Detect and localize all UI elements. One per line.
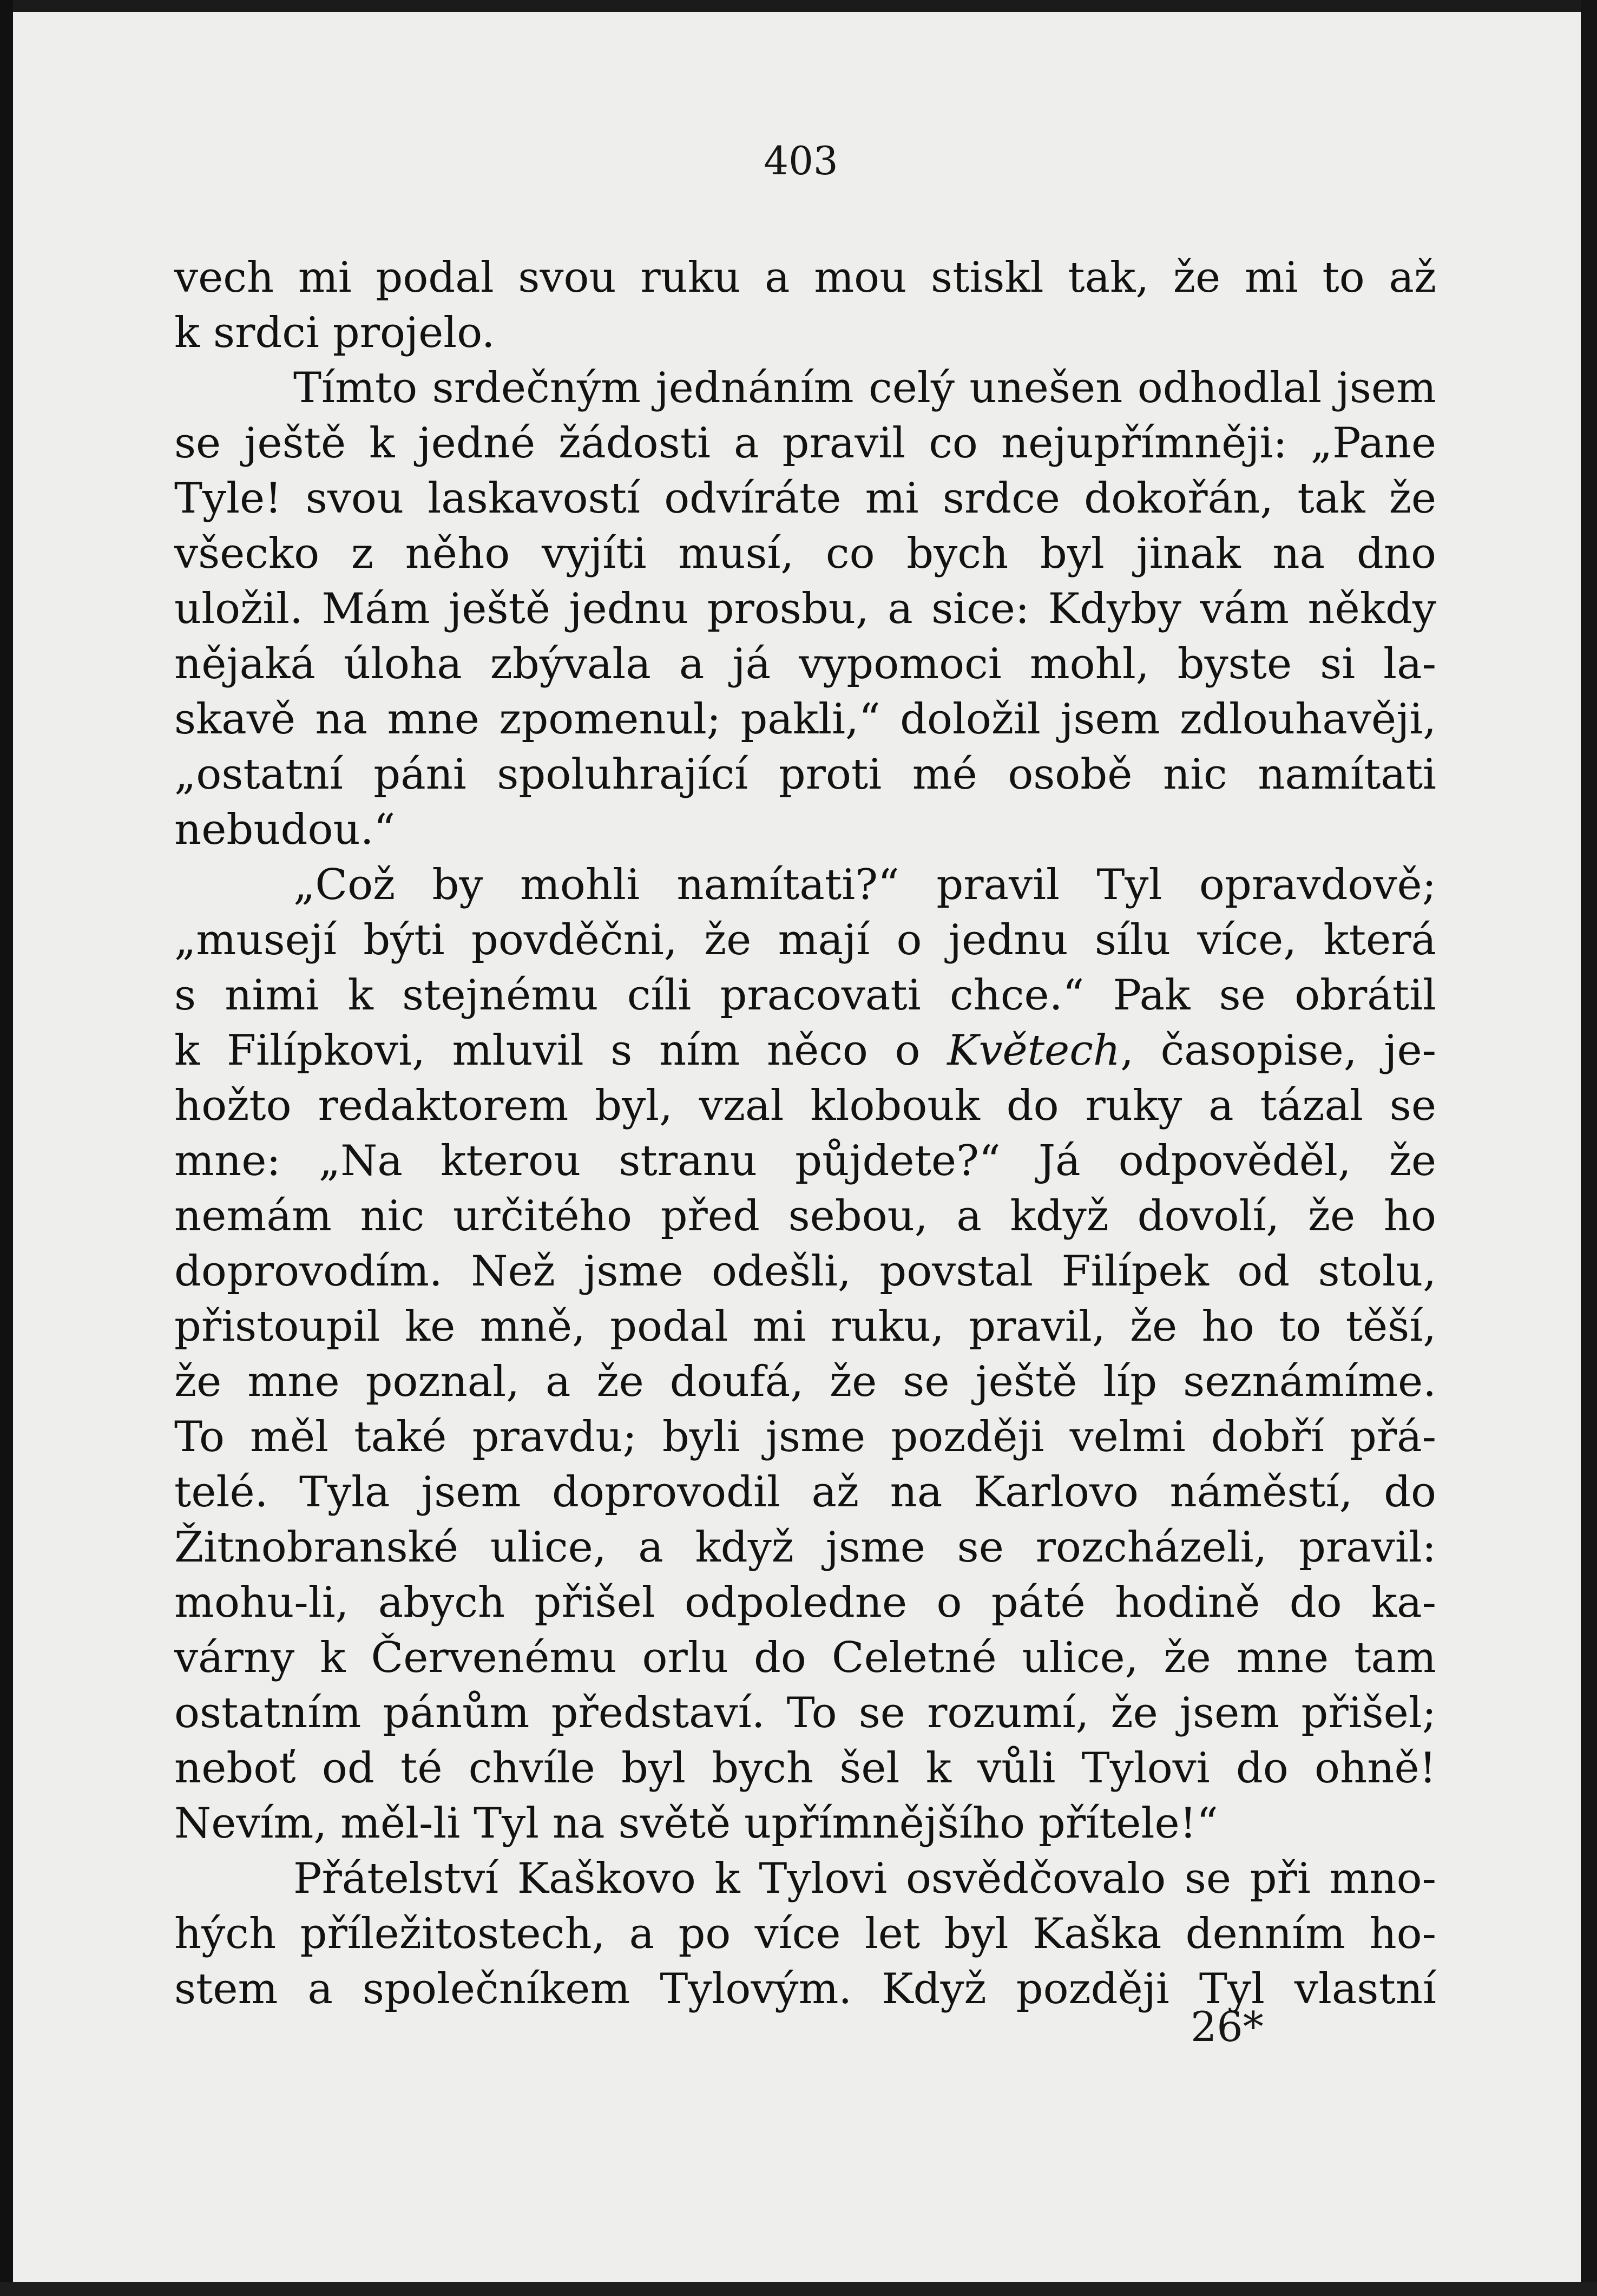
scan-border-top [0,0,1597,12]
text-line: Tímto srdečným jednáním celý unešen odhodlal jsem [293,364,1436,412]
text-line: Žitnobranské ulice, a když jsme se rozcházeli, pravil: [174,1523,1436,1572]
text-line: stem a společníkem Tylovým. Když později Tyl vlastní [174,1965,1436,2013]
text-line: doprovodím. Než jsme odešli, povstal Filípek od stolu, [174,1247,1436,1296]
text-fragment: , časopise, je- [1120,1026,1437,1075]
body-text [174,250,1436,2017]
text-line: „Což by mohli namítati?“ pravil Tyl opravdově; [293,861,1436,909]
page-number: 403 [764,138,838,183]
text-line: „musejí býti povděčni, že mají o jednu sílu více, která [174,916,1436,965]
text-line: s nimi k stejnému cíli pracovati chce.“ Pak se obrátil [174,971,1436,1020]
text-line: mne: „Na kterou stranu půjdete?“ Já odpověděl, že [174,1137,1436,1185]
text-line: že mne poznal, a že doufá, že se ještě líp seznámíme. [174,1357,1436,1406]
text-line: nemám nic určitého před sebou, a když dovolí, že ho [174,1192,1436,1241]
text-line-mixed [174,1023,1436,1078]
text-line: skavě na mne zpomenul; pakli,“ doložil jsem zdlouhavěji, [174,695,1436,744]
text-line: neboť od té chvíle byl bych šel k vůli Tylovi do ohně! [174,1744,1436,1793]
text-line: hých příležitostech, a po více let byl Kaška denním ho- [174,1910,1436,1958]
text-line: k srdci projelo. [174,309,495,357]
scan-border-left [0,0,13,2296]
text-line: nějaká úloha zbývala a já vypomoci mohl, byste si la- [174,640,1436,688]
text-line: Přátelství Kaškovo k Tylovi osvědčovalo se při mno- [293,1854,1436,1903]
text-line: se ještě k jedné žádosti a pravil co nejupřímněji: „Pane [174,419,1436,468]
text-line: telé. Tyla jsem doprovodil až na Karlovo náměstí, do [174,1468,1436,1517]
text-line: Tyle! svou laskavostí odvíráte mi srdce dokořán, tak že [174,474,1436,523]
text-line: přistoupil ke mně, podal mi ruku, pravil, že ho to těší, [174,1302,1436,1351]
text-line: mohu-li, abych přišel odpoledne o páté hodině do ka- [174,1578,1436,1627]
scan-border-bottom [0,2282,1597,2296]
text-line: hožto redaktorem byl, vzal klobouk do ruky a tázal se [174,1081,1436,1130]
text-fragment: k Filípkovi, mluvil s ním něco o [174,1026,921,1075]
text-line: ostatním pánům představí. To se rozumí, že jsem přišel; [174,1689,1436,1737]
text-line: uložil. Mám ještě jednu prosbu, a sice: Kdyby vám někdy [174,585,1436,633]
text-line: vech mi podal svou ruku a mou stiskl tak, že mi to až [174,253,1436,302]
text-line: všecko z něho vyjíti musí, co bych byl jinak na dno [174,529,1436,578]
signature-mark: 26* [1191,2003,1264,2051]
text-line: nebudou.“ [174,805,396,854]
text-line: „ostatní páni spoluhrající proti mé osobě nic namítati [174,750,1436,799]
italic-title-kvetech: Květech [947,1026,1121,1075]
text-line: várny k Červenému orlu do Celetné ulice, že mne tam [174,1634,1436,1682]
text-line: To měl také pravdu; byli jsme později velmi dobří přá- [174,1413,1436,1461]
text-line: Nevím, měl-li Tyl na světě upřímnějšího přítele!“ [174,1799,1218,1848]
scan-border-right [1581,0,1597,2296]
